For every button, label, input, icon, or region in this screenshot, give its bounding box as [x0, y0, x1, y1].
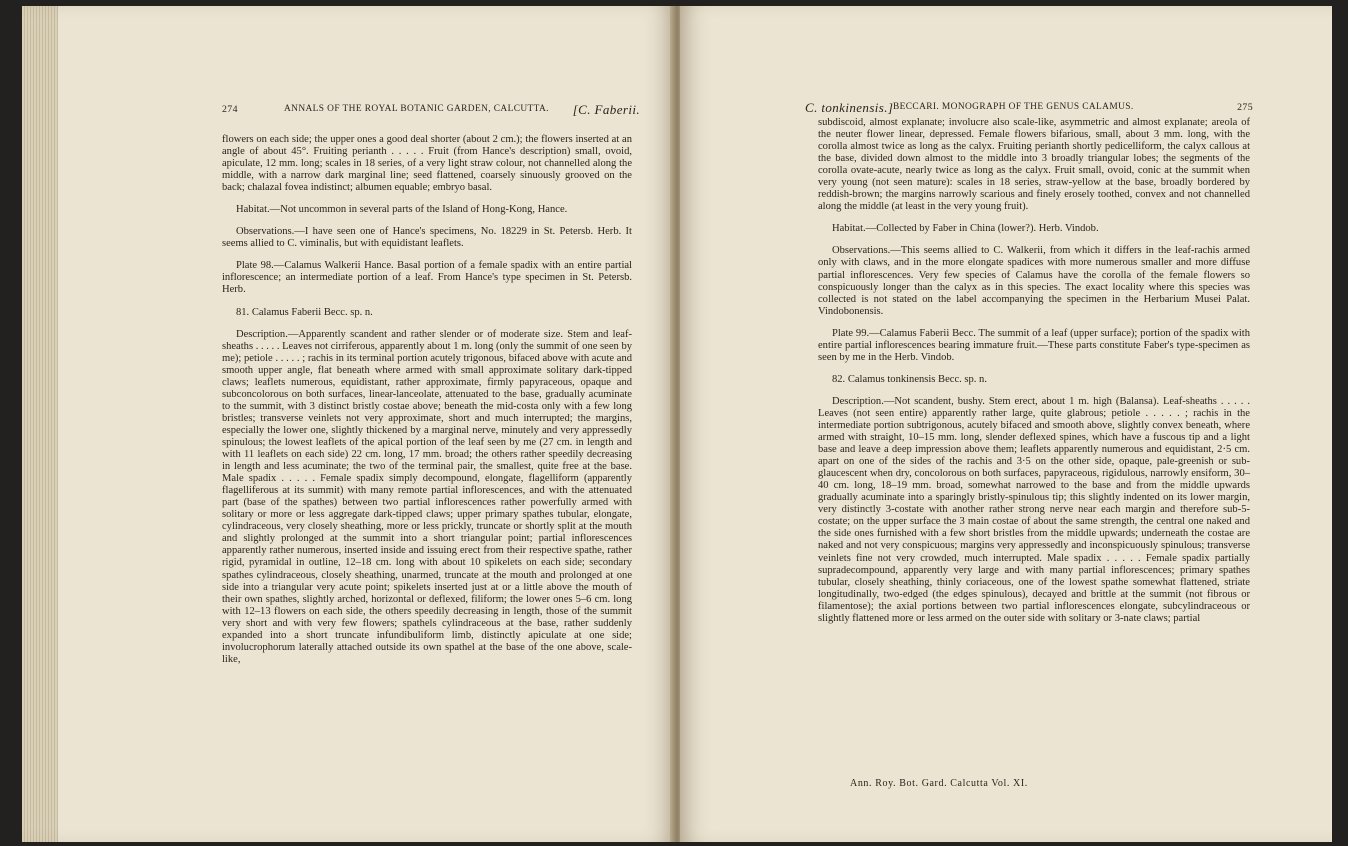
- paragraph: flowers on each side; the upper ones a good deal shorter (about 2 cm.); the flowers inserted at an angle of about 45°. Fruiting perianth . . . . . Fruit (from Hance's description) small, ovoid, apiculate, 12 mm. long; scales in 18 series, of a very light straw colour, not channelled along the middle, with a narrow dark marginal line; seed flattened, coarsely sinuously grooved on the back; chalazal fovea indistinct; albumen equable; embryo basal.: [222, 134, 632, 194]
- paragraph: Description.—Apparently scandent and rather slender or of moderate size. Stem and leaf-sheaths . . . . . Leaves not cirriferous, apparently about 1 m. long (only the summit of one seen by me); petiole . . . . . ; rachis in its terminal portion acutely trigonous, bifaced above with acute and smooth upper angle, flat beneath where armed with small approximate solitary dark-tipped claws; leaflets numerous, equidistant, rather approximate, firmly papyraceous, opaque and subconcolorous on both surfaces, linear-lanceolate, attenuated to the base, gradually acuminate to the summit, with 3 distinct bristly costae above; beneath the mid-costa only with a few long bristles; transverse veinlets not very approximate, short and much interrupted; the margins, especially the lower one, slightly thickened by a marginal nerve, minutely and very appressedly spinulous; the lowest leaflets of the apical portion of the leaf seen by me (27 cm. in length and with 11 leaflets on each side) 22 cm. long, 17 mm. broad; the others rather speedily decreasing in length and less acuminate; the two of the terminal pair, the smallest, quite free at the base. Male spadix . . . . . Female spadix simply decompound, elongate, flagelliform (apparently flagelliferous at its summit) with many remote partial inflorescences, and with the attenuated part (base of the spathes) between two partial inflorescences rather powerfully armed with solitary or more or less aggregate dark-tipped claws; upper primary spathes tubular, elongate, cylindraceous, very closely sheathing, more or less prickly, truncate or shortly split at the mouth and slightly prolonged at the summit into a short triangular point; partial inflorescences apparently rather numerous, inserted inside and issuing erect from their respective spathe, rather rigid, pyramidal in outline, 12–18 cm. long with about 10 spikelets on each side; secondary spathes cylindraceous, closely sheathing, unarmed, truncate at the mouth and prolonged at one side into a triangular very acute point; spikelets inserted just at or a little above the mouth of their own spathes, slightly arched, horizontal or deflexed, filiform; the lower ones 5–6 cm. long with 12–13 flowers on each side, the others speedily decreasing in length, those of the summit very short and with very few flowers; spathels cylindraceous at the base, rather suddenly expanded into a short truncate infundibuliform limb, distinctly apiculate at one side; involucrophorum laterally attached outside its own spathel at the base of the one above, scale-like,: [222, 328, 632, 665]
- paragraph: Habitat.—Not uncommon in several parts of the Island of Hong-Kong, Hance.: [236, 204, 568, 216]
- page-number: 275: [1237, 102, 1253, 113]
- species-heading: 81. Calamus Faberii Becc. sp. n.: [236, 306, 373, 318]
- paragraph: Habitat.—Collected by Faber in China (lower?). Herb. Vindob.: [832, 223, 1099, 235]
- left-page: [22, 6, 674, 842]
- page-footer: Ann. Roy. Bot. Gard. Calcutta Vol. XI.: [850, 778, 1028, 789]
- left-page-body: [222, 134, 632, 676]
- paragraph: Description.—Not scandent, bushy. Stem erect, about 1 m. high (Balansa). Leaf-sheaths . . . . . Leaves (not seen entire) apparently rather large, quite glabrous; petiole . . . . . ; rachis in the intermediate portion subtrigonous, acutely bifaced and smooth above, slightly convex beneath, where armed with straight, 10–15 mm. long, slender deflexed spines, which have a fuscous tip and a light base and leave a deep impression above them; leaflets apparently numerous and equidistant, 2·5 cm. apart on one of the sides of the rachis and 3·5 on the other side, opaque, pale-greenish or sub-glaucescent when dry, concolorous on both surfaces, papyraceous, rigidulous, narrowly ensiform, 30–40 cm. long, 18–19 mm. broad, somewhat narrowed to the base and from the middle upwards gradually acuminate into a sparingly bristly-spinulous tip; this slightly indented on its lower margin, very distinctly 3-costate with another rather strong nerve near each margin and therefore sub-5-costate; on the upper surface the 3 main costae of about the same strength, the central one naked and the side ones furnished with a few short bristles from the middle upwards; underneath the costae are naked and not very conspicuous; margins very appressedly and inconspicuously spinulous; transverse veinlets fine not very crowded, much interrupted. Male spadix . . . . . Female spadix partially supradecompound, apparently very large and with many partial inflorescences; primary spathes tubular, closely sheathing, thinly coriaceous, one of the lowest spathe somewhat flattened, striate longitudinally, two-edged (the edges spinulous), decayed and brittle at the summit (not fibrous or filamentose); the axial portions between two partial inflorescences elongate, subcylindraceous or slightly flattened more or less armed on the outer side with solitary or 3-nate claws; partial: [818, 395, 1250, 624]
- paragraph: Plate 99.—Calamus Faberii Becc. The summit of a leaf (upper surface); portion of the spadix with entire partial inflorescences bearing immature fruit.—These parts constitute Faber's type-specimen as seen by me in the Herb. Vindob.: [818, 327, 1250, 363]
- species-tag: [C. Faberii.: [572, 102, 640, 117]
- paragraph: subdiscoid, almost explanate; involucre also scale-like, asymmetric and almost explanate; areola of the neuter flower linear, depressed. Female flowers bifarious, small, about 3 mm. long, with the corolla almost twice as long as the calyx. Fruiting perianth shortly pedicelliform, the calyx callous at the base, divided down almost to the middle into 3 broadly triangular lobes; the segments of the corolla ovate-acute, nearly twice as long as the calyx. Fruit small, ovoid, conic at the summit when very young (not seen mature): scales in 18 series, straw-yellow at the base, broadly bordered by reddish-brown; the margins narrowly scarious and finely erosely toothed, convex and not channelled along the middle (at least in the very young fruit).: [818, 117, 1250, 213]
- paragraph: Observations.—I have seen one of Hance's specimens, No. 18229 in St. Petersb. Herb. It seems allied to C. viminalis, but with equidistant leaflets.: [222, 226, 632, 250]
- species-tag: C. tonkinensis.]: [805, 100, 894, 115]
- paragraph: Plate 98.—Calamus Walkerii Hance. Basal portion of a female spadix with an entire partial inflorescence; an intermediate portion of a leaf. From Hance's type specimen in St. Petersb. Herb.: [222, 260, 632, 296]
- running-title: BECCARI. MONOGRAPH OF THE GENUS CALAMUS.: [893, 102, 1134, 112]
- running-title: ANNALS OF THE ROYAL BOTANIC GARDEN, CALCUTTA.: [284, 104, 549, 114]
- open-book: [22, 6, 1332, 842]
- paragraph: Observations.—This seems allied to C. Walkerii, from which it differs in the leaf-rachis armed only with claws, and in the more elongate spadices with more numerous smaller and more diffuse partial inflorescences. Very few species of Calamus have the corolla of the female flowers so conspicuously longer than the calyx as in this species. The exact locality where this species was collected is not stated on the label accompanying the specimen in the Herbarium Musei Palat. Vindobonensis.: [818, 245, 1250, 317]
- right-page: [680, 6, 1332, 842]
- species-heading: 82. Calamus tonkinensis Becc. sp. n.: [832, 373, 987, 385]
- page-number: 274: [222, 104, 238, 115]
- right-page-body: [818, 117, 1250, 635]
- page-edges: [22, 6, 58, 842]
